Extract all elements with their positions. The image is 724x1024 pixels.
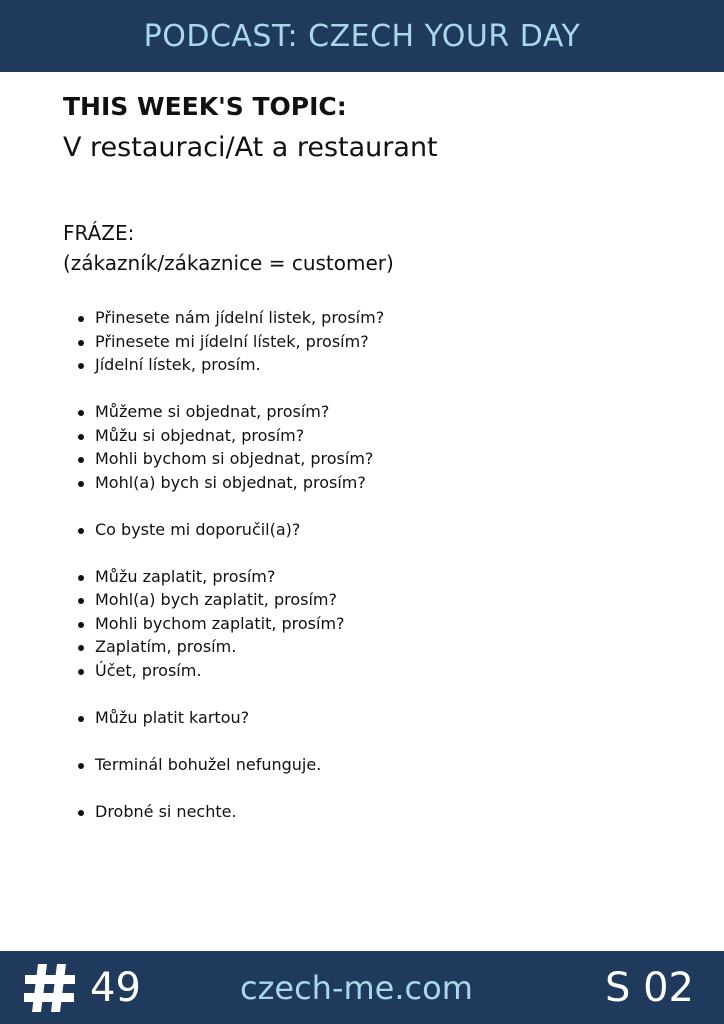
bullet-icon [78,316,84,322]
topic-title: V restauraci/At a restaurant [63,132,438,163]
bullet-icon [78,481,84,487]
phrase-group [78,800,384,824]
phrase-item [78,400,384,424]
episode-number: 49 [90,965,141,1011]
phrase-item [78,447,384,471]
phrase-item [78,471,384,495]
phrase-group [78,565,384,683]
bullet-icon [78,434,84,440]
phrase-item [78,635,384,659]
phrase-item [78,330,384,354]
season-label: S 02 [604,965,694,1011]
bullet-icon [78,340,84,346]
bullet-icon [78,528,84,534]
phrase-text: Drobné si nechte. [95,801,237,821]
bullet-icon [78,457,84,463]
bullet-icon [78,810,84,816]
phrase-text: Zaplatím, prosím. [95,637,237,656]
bullet-icon [78,763,84,769]
bullet-icon [78,598,84,604]
phrase-text: Mohli bychom si objednat, prosím? [95,449,374,468]
phrases-note: (zákazník/zákaznice = customer) [63,251,394,275]
phrase-item [78,753,384,777]
phrase-item [78,518,384,542]
phrase-text: Mohli bychom zaplatit, prosím? [95,613,345,633]
bullet-icon [78,716,84,722]
phrase-group [78,753,384,777]
phrase-item [78,424,384,448]
hash-icon [22,962,78,1014]
phrase-text: Můžu platit kartou? [95,707,250,727]
phrases-heading: FRÁZE: [63,221,135,245]
phrase-text: Můžeme si objednat, prosím? [95,402,330,421]
phrase-group [78,306,384,377]
phrase-text: Přinesete nám jídelní listek, prosím? [95,308,385,327]
phrase-item [78,565,384,589]
phrase-text: Účet, prosím. [95,660,202,680]
phrase-item [78,612,384,636]
bullet-icon [78,645,84,651]
phrase-group [78,518,384,542]
phrase-text: Můžu zaplatit, prosím? [95,566,276,586]
phrase-text: Přinesete mi jídelní lístek, prosím? [95,331,369,351]
bullet-icon [78,363,84,369]
phrase-item [78,706,384,730]
header-bar [0,0,724,72]
phrase-text: Co byste mi doporučil(a)? [95,519,301,539]
bullet-icon [78,669,84,675]
phrase-text: Terminál bohužel nefunguje. [95,754,322,774]
phrase-item [78,800,384,824]
phrase-text: Mohl(a) bych si objednat, prosím? [95,472,366,492]
bullet-icon [78,410,84,416]
bullet-icon [78,575,84,581]
phrase-text: Mohl(a) bych zaplatit, prosím? [95,590,338,609]
phrases-heading-block [63,218,394,278]
phrase-text: Jídelní lístek, prosím. [95,355,261,374]
phrase-item [78,659,384,683]
phrase-list [78,306,384,847]
podcast-title: PODCAST: CZECH YOUR DAY [143,18,581,54]
phrase-group [78,400,384,494]
phrase-item [78,353,384,377]
phrase-text: Můžu si objednat, prosím? [95,425,305,445]
phrase-group [78,706,384,730]
phrase-item [78,306,384,330]
topic-label: THIS WEEK'S TOPIC: [63,92,347,121]
website-link[interactable]: czech-me.com [240,969,473,1007]
bullet-icon [78,622,84,628]
phrase-item [78,588,384,612]
